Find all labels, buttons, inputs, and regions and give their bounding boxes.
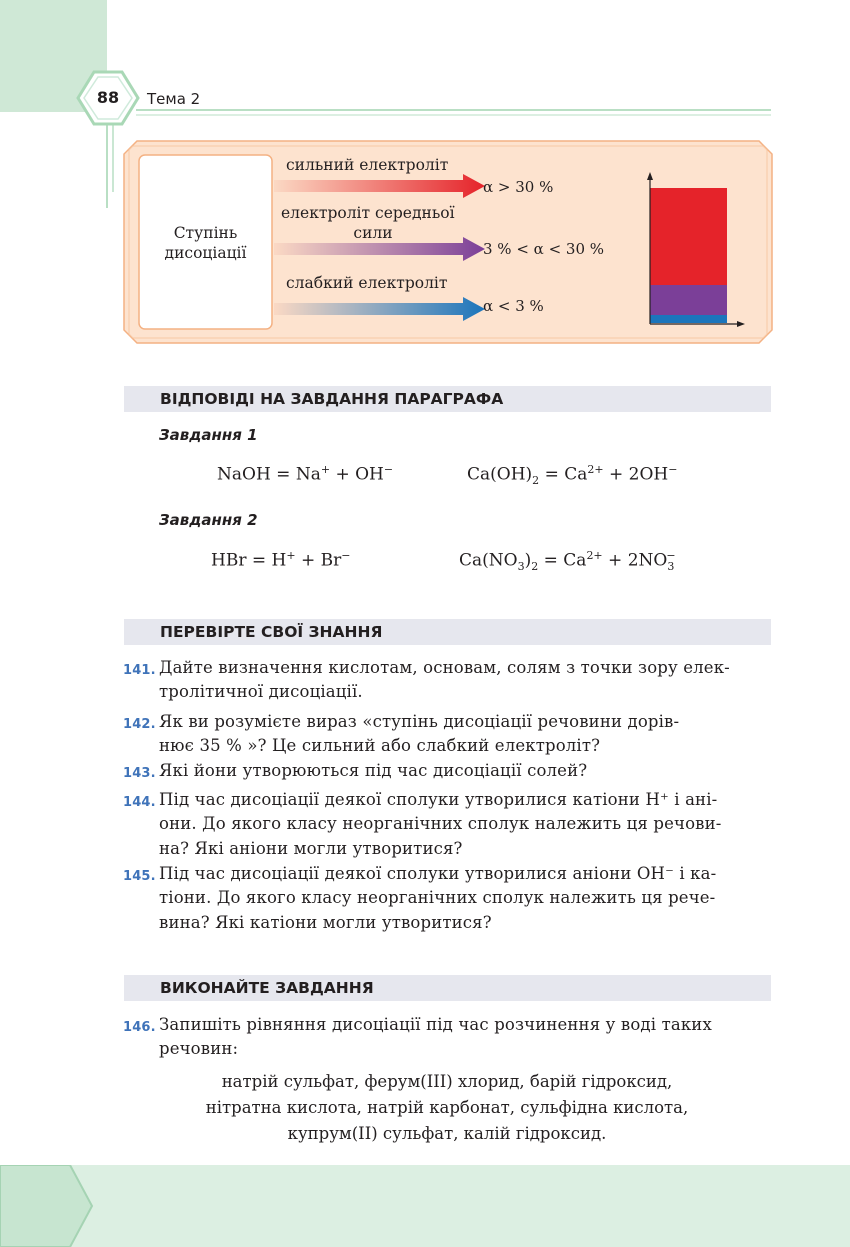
diagram-box-label-2: дисоціації [164, 244, 247, 262]
question-line: вина? Які катіони могли утворитися? [159, 912, 492, 932]
question-142 [123, 710, 771, 759]
strong-condition: α > 30 % [483, 178, 554, 196]
tasks-section-title: ВИКОНАЙТЕ ЗАВДАННЯ [124, 975, 771, 1001]
question-line: тіони. До якого класу неорганічних сполук належить ця рече- [159, 888, 716, 908]
task-1-label: Завдання 1 [159, 426, 258, 444]
equation-caoh2: $Ca(OH)_2 = Ca^{2+} + 2OH^-$ [467, 463, 678, 488]
question-line: Дайте визначення кислотам, основам, солям з точки зору елек- [159, 658, 730, 677]
strong-electrolyte-label: сильний електроліт [286, 156, 449, 174]
answers-section-title: ВІДПОВІДІ НА ЗАВДАННЯ ПАРАГРАФА [124, 386, 771, 412]
question-146 [123, 1013, 771, 1062]
task-2-label: Завдання 2 [159, 511, 258, 529]
substance-list-line: нітратна кислота, натрій карбонат, сульфідна кислота, [205, 1098, 689, 1117]
substance-list-line: натрій сульфат, ферум(III) хлорид, барій гідроксид, [221, 1072, 673, 1091]
equation-naoh: NaOH = Na+ + OH− [217, 463, 394, 485]
question-number: 146. [123, 1020, 156, 1035]
dissociation-diagram [123, 140, 773, 346]
check-section-title: ПЕРЕВІРТЕ СВОЇ ЗНАННЯ [124, 619, 771, 645]
question-line: они. До якого класу неорганічних сполук належить ця речови- [159, 814, 722, 834]
question-number: 141. [123, 663, 156, 678]
question-number: 142. [123, 717, 156, 732]
topic-label: Тема 2 [147, 90, 201, 108]
equation-hbr: HBr = H+ + Br− [211, 549, 351, 571]
question-line: речовин: [159, 1039, 239, 1059]
page-number: 88 [96, 88, 120, 107]
substance-list-line: купрум(II) сульфат, калій гідроксид. [287, 1124, 607, 1143]
question-line: нює 35 % »? Це сильний або слабкий електроліт? [159, 736, 601, 756]
diagram-box-label-1: Ступінь [173, 224, 238, 242]
question-line: тролітичної дисоціації. [159, 682, 363, 702]
question-141 [123, 656, 771, 705]
question-number: 143. [123, 766, 156, 781]
question-number: 145. [123, 869, 156, 884]
medium-electrolyte-label-2: сили [353, 224, 393, 242]
weak-electrolyte-label: слабкий електроліт [286, 274, 448, 292]
question-144 [123, 788, 771, 861]
footer-tab [0, 1165, 100, 1247]
equation-cano3: $Ca(NO_3)_2 = Ca^{2+} + 2NO_3^-$ [459, 549, 676, 574]
question-line: Під час дисоціації деякої сполуки утворилися катіони H⁺ і ані- [159, 790, 718, 809]
footer-band [0, 1165, 850, 1247]
question-line: Запишіть рівняння дисоціації під час розчинення у воді таких [159, 1015, 712, 1034]
question-line: Під час дисоціації деякої сполуки утворилися аніони OH⁻ і ка- [159, 864, 717, 883]
question-number: 144. [123, 795, 156, 810]
question-143 [123, 759, 771, 783]
weak-condition: α < 3 % [483, 297, 544, 315]
question-145 [123, 862, 771, 935]
medium-condition: 3 % < α < 30 % [483, 240, 605, 258]
medium-electrolyte-label-1: електроліт середньої [281, 204, 455, 222]
question-line: на? Які аніони могли утворитися? [159, 838, 463, 858]
question-line: Які йони утворюються під час дисоціації солей? [159, 761, 588, 780]
question-line: Як ви розумієте вираз «ступінь дисоціації речовини дорів- [159, 712, 680, 731]
